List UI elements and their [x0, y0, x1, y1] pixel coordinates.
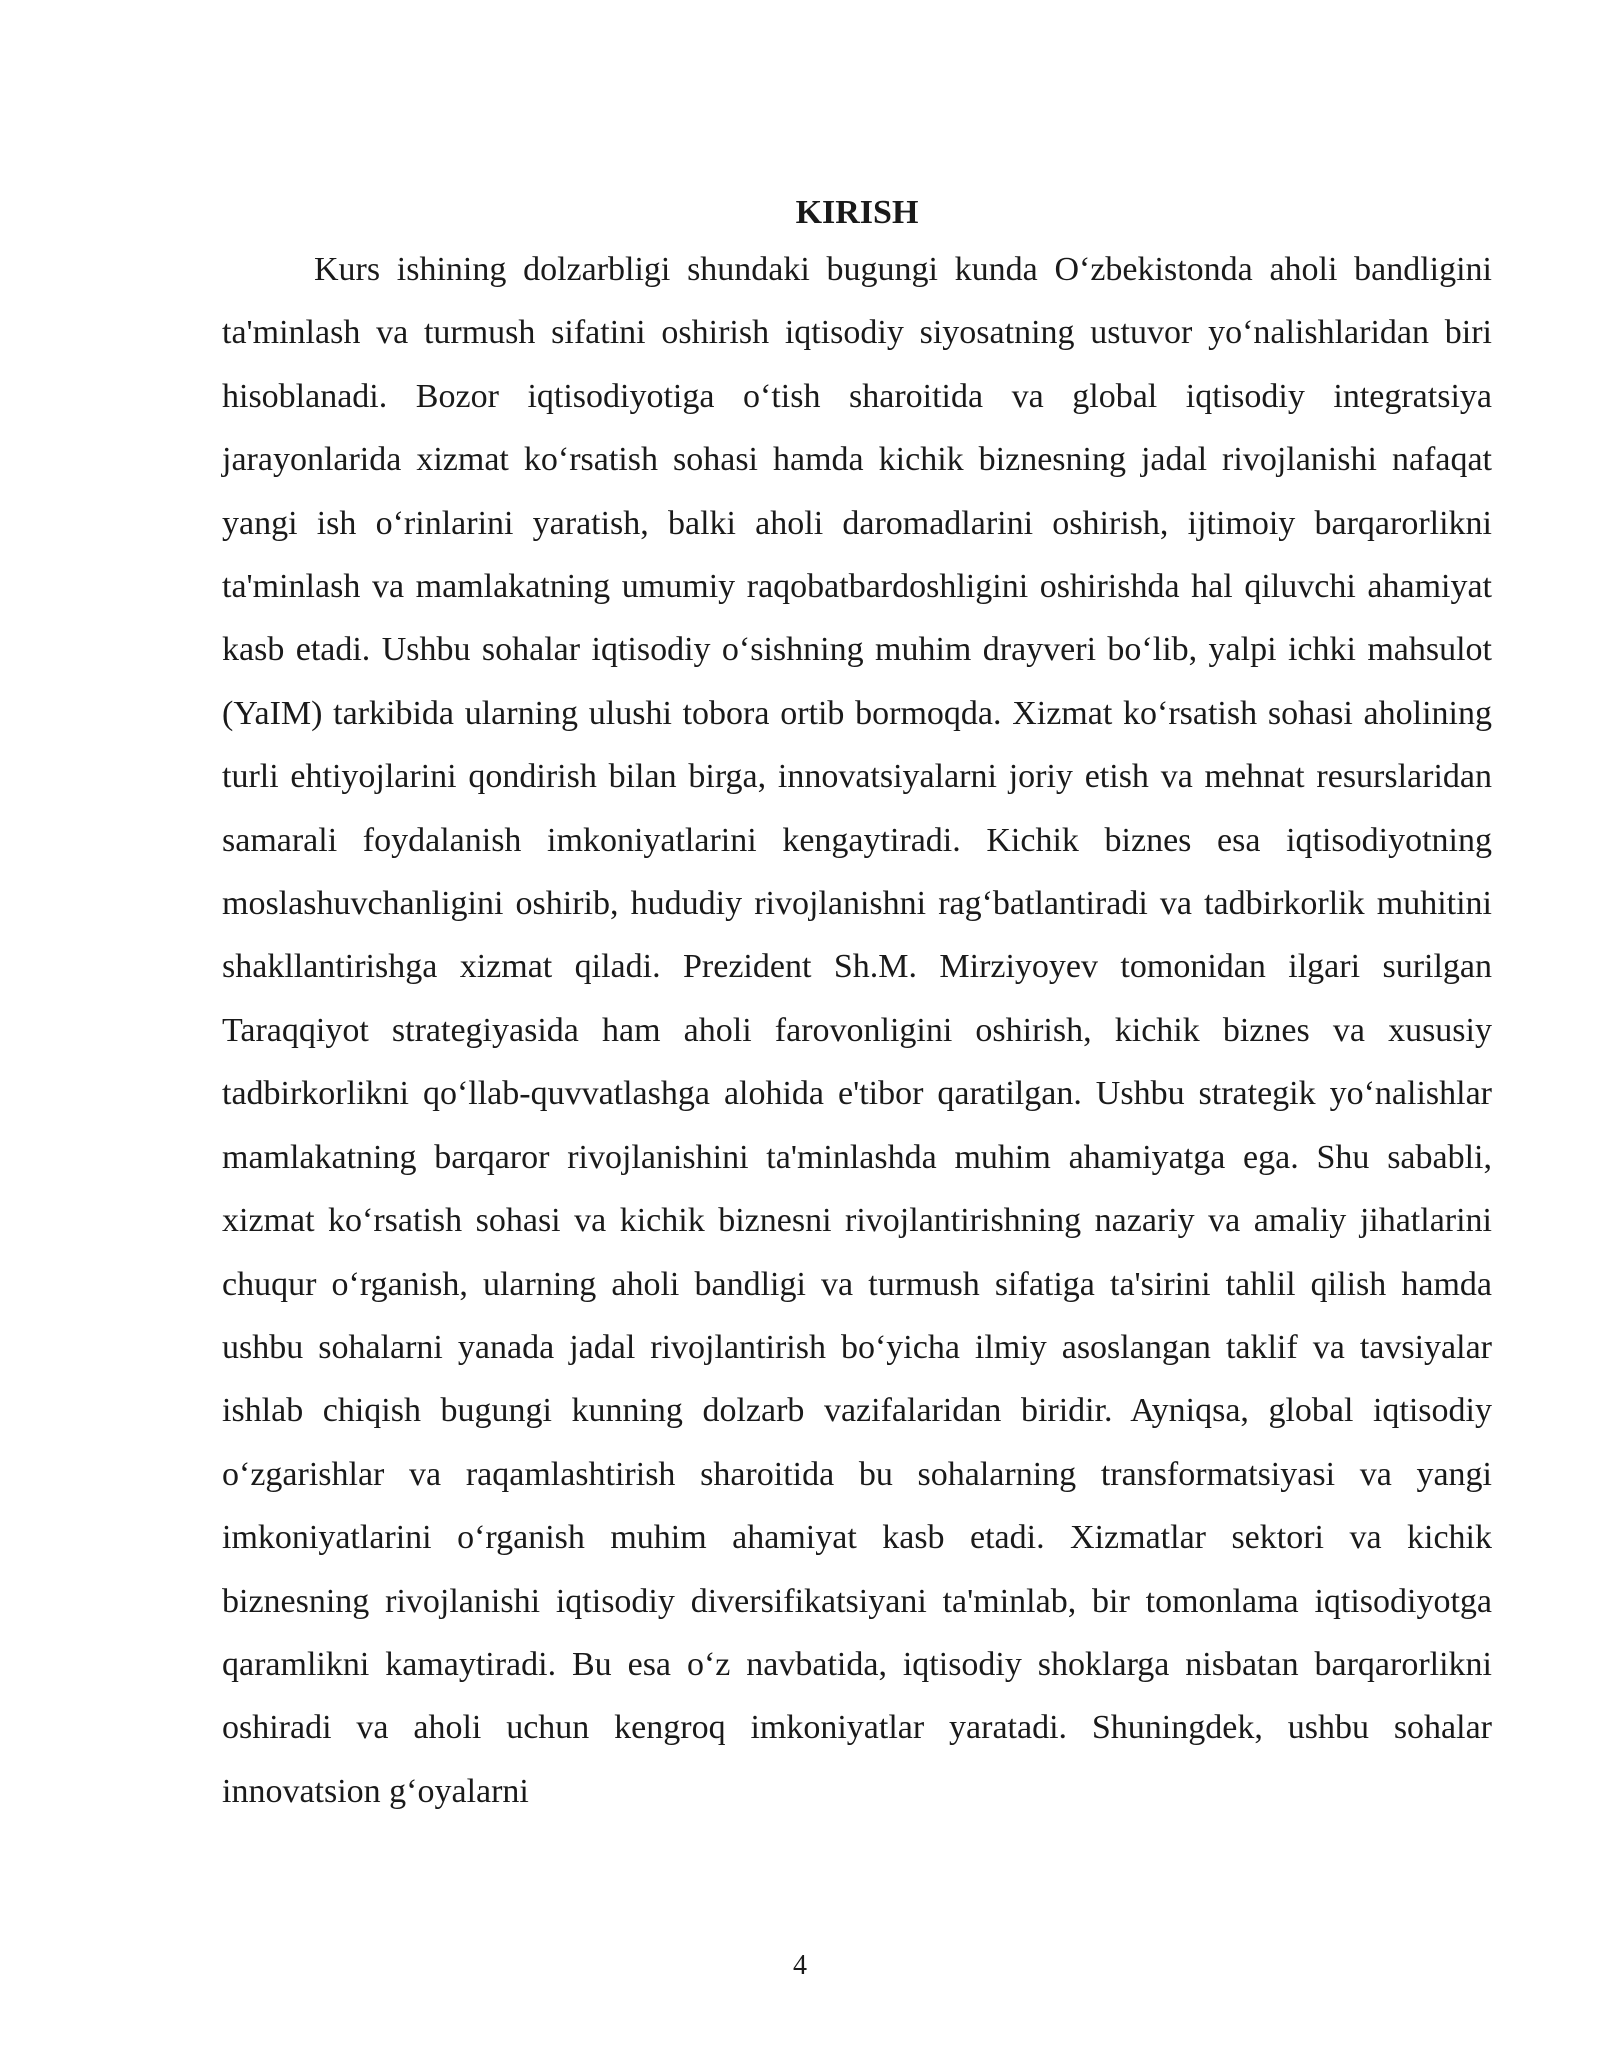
page-number: 4	[793, 1950, 807, 1981]
section-title: KIRISH	[795, 194, 919, 231]
body-paragraph: Kurs ishining dolzarbligi shundaki bugungi kunda O‘zbekistonda aholi bandligini ta'minlash va turmush sifatini oshirish iqtisodiy siyosatning ustuvor yo‘nalishlaridan biri hisoblanadi. Bozor iqtisodiyotiga o‘tish sharoitida va global iqtisodiy integratsiya jarayonlarida xizmat ko‘rsatish sohasi hamda kichik biznesning jadal rivojlanishi nafaqat yangi ish o‘rinlarini yaratish, balki aholi daromadlarini oshirish, ijtimoiy barqarorlikni ta'minlash va mamlakatning umumiy raqobatbardoshligini oshirishda hal qiluvchi ahamiyat kasb etadi. Ushbu sohalar iqtisodiy o‘sishning muhim drayveri bo‘lib, yalpi ichki mahsulot (YaIM) tarkibida ularning ulushi tobora ortib bormoqda. Xizmat ko‘rsatish sohasi aholining turli ehtiyojlarini qondirish bilan birga, innovatsiyalarni joriy etish va mehnat resurslaridan samarali foydalanish imkoniyatlarini kengaytiradi. Kichik biznes esa iqtisodiyotning moslashuvchanligini oshirib, hududiy rivojlanishni rag‘batlantiradi va tadbirkorlik muhitini shakllantirishga xizmat qiladi. Prezident Sh.M. Mirziyoyev tomonidan ilgari surilgan Taraqqiyot strategiyasida ham aholi farovonligini oshirish, kichik biznes va xususiy tadbirkorlikni qo‘llab-quvvatlashga alohida e'tibor qaratilgan. Ushbu strategik yo‘nalishlar mamlakatning barqaror rivojlanishini ta'minlashda muhim ahamiyatga ega. Shu sababli, xizmat ko‘rsatish sohasi va kichik biznesni rivojlantirishning nazariy va amaliy jihatlarini chuqur o‘rganish, ularning aholi bandligi va turmush sifatiga ta'sirini tahlil qilish hamda ushbu sohalarni yanada jadal rivojlantirish bo‘yicha ilmiy asoslangan taklif va tavsiyalar ishlab chiqish bugungi kunning dolzarb vazifalaridan biridir. Ayniqsa, global iqtisodiy o‘zgarishlar va raqamlashtirish sharoitida bu sohalarning transformatsiyasi va yangi imkoniyatlarini o‘rganish muhim ahamiyat kasb etadi. Xizmatlar sektori va kichik biznesning rivojlanishi iqtisodiy diversifikatsiyani ta'minlab, bir tomonlama iqtisodiyotga qaramlikni kamaytiradi. Bu esa o‘z navbatida, iqtisodiy shoklarga nisbatan barqarorlikni oshiradi va aholi uchun kengroq imkoniyatlar yaratadi. Shuningdek, ushbu sohalar innovatsion g‘oyalarni	[222, 251, 1492, 1810]
page-content	[222, 188, 1492, 1823]
